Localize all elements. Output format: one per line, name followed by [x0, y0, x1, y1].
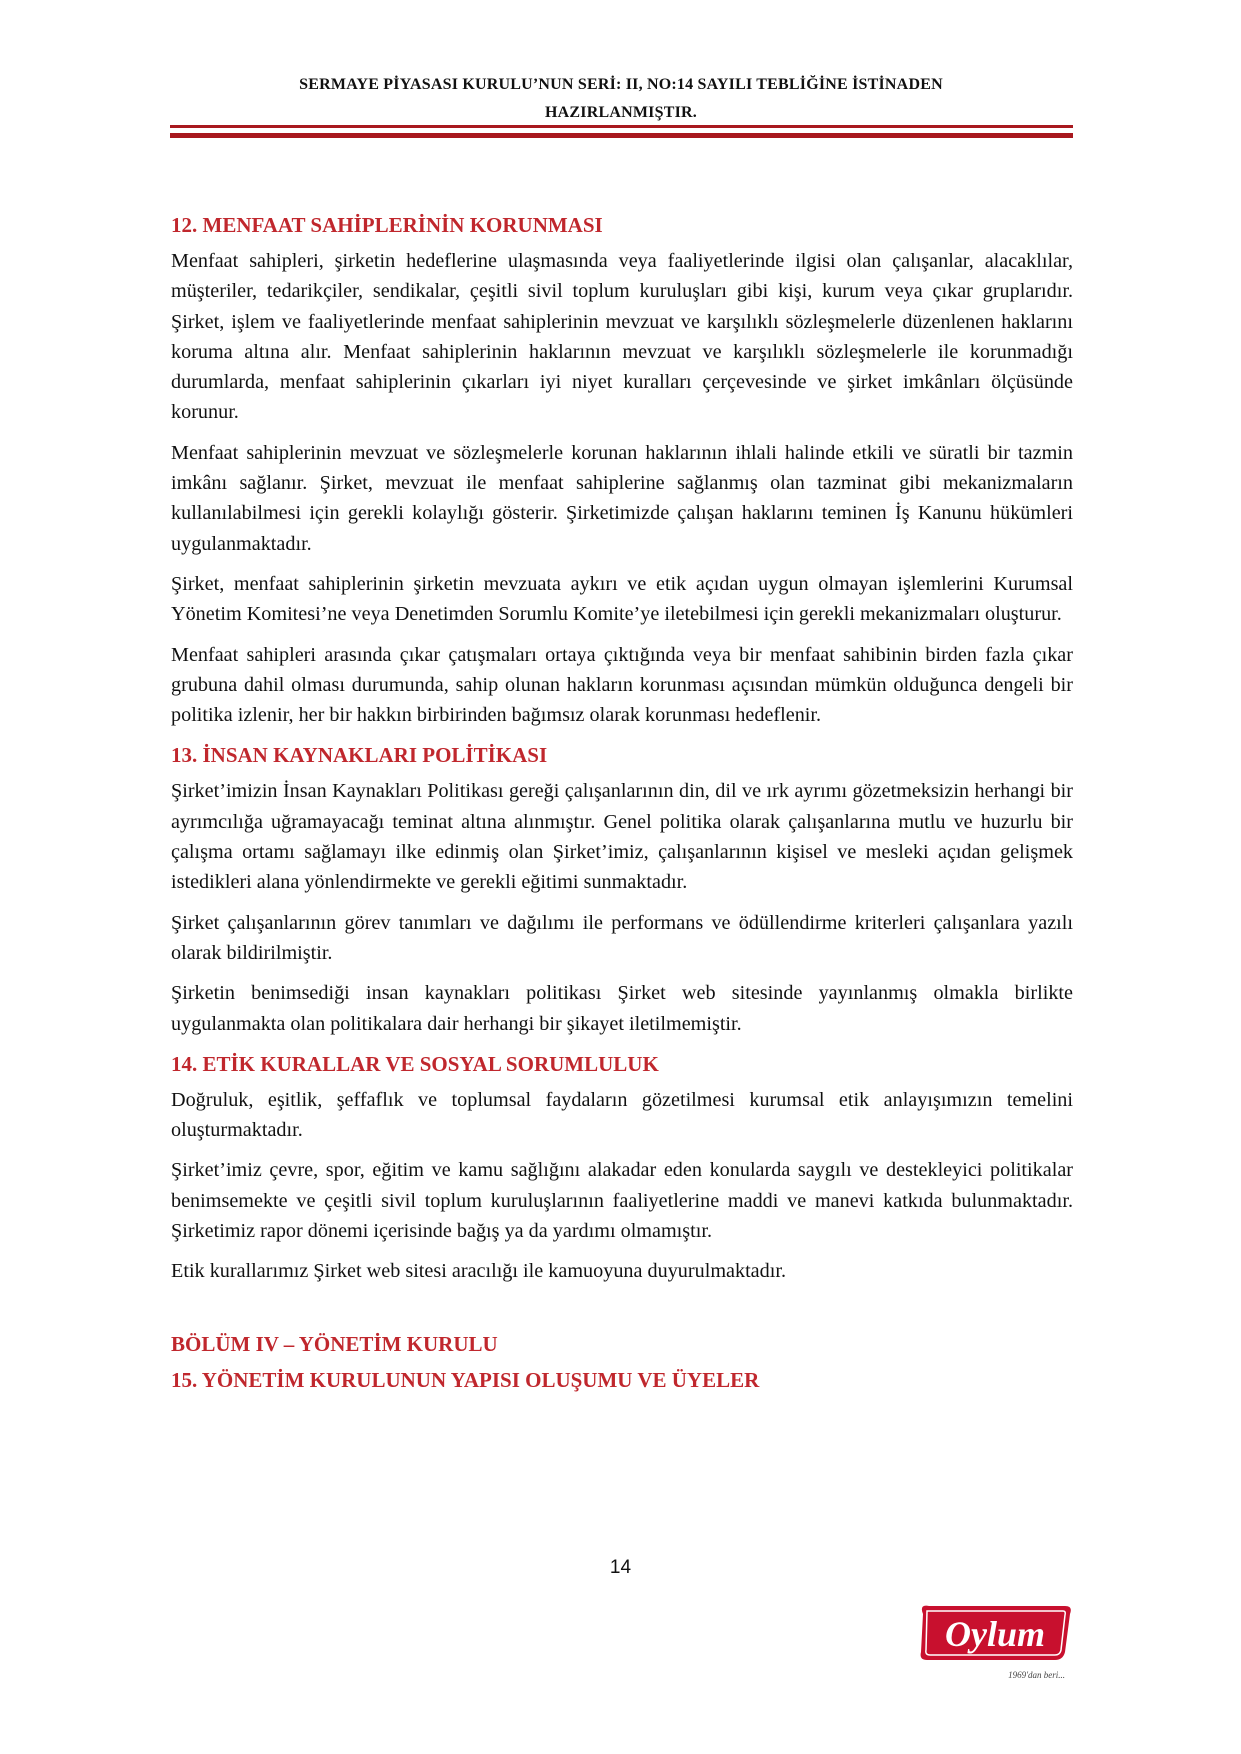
- page-number: 14: [609, 1557, 632, 1578]
- section-12-heading: 12. MENFAAT SAHİPLERİNİN KORUNMASI: [171, 213, 603, 237]
- section-13-paragraph: Şirket’imizin İnsan Kaynakları Politikası gereği çalışanlarının din, dil ve ırk ayrımı gözetmeksizin herhangi bir ayrımcılığa uğramayacağı teminat altına alınmıştır. Genel politika olarak çalışanlarına mutlu ve huzurlu bir çalışma ortamı sağlamayı ilke edinmiş olan Şirket’imiz, çalışanlarının kişisel ve mesleki açıdan gelişmek istedikleri alana yönlendirmekte ve gerekli eğitimi sunmaktadır.: [171, 780, 1073, 894]
- header-rule-thick: [170, 133, 1073, 138]
- section-14-paragraph: Doğruluk, eşitlik, şeffaflık ve toplumsal faydaların gözetilmesi kurumsal etik anlayışımızın temelini oluşturmaktadır.: [171, 1088, 1073, 1142]
- oylum-logo-mark: [921, 1606, 1071, 1660]
- oylum-logo-tagline: 1969'dan beri...: [1008, 1670, 1065, 1680]
- running-header-line-1: SERMAYE PİYASASI KURULU’NUN SERİ: II, NO:14 SAYILI TEBLİĞİNE İSTİNADEN: [299, 76, 943, 93]
- section-12-paragraph: Şirket, menfaat sahiplerinin şirketin mevzuata aykırı ve etik açıdan uygun olmayan işlemlerini Kurumsal Yönetim Komitesi’ne veya Denetimden Sorumlu Komite’ye iletebilmesi için gerekli mekanizmaları oluşturur.: [171, 572, 1073, 626]
- part-4-heading: BÖLÜM IV – YÖNETİM KURULU: [171, 1331, 498, 1356]
- header-rule-thin: [170, 125, 1073, 128]
- section-14-paragraph: Şirket’imiz çevre, spor, eğitim ve kamu sağlığını alakadar eden konularda saygılı ve destekleyici politikalar benimsemekte ve çeşitli sivil toplum kuruluşlarının faaliyetlerine maddi ve manevi katkıda bulunmaktadır. Şirketimiz rapor dönemi içerisinde bağış ya da yardımı olmamıştır.: [171, 1159, 1073, 1243]
- section-12-paragraph: Menfaat sahipleri, şirketin hedeflerine ulaşmasında veya faaliyetlerinde ilgisi olan çalışanlar, alacaklılar, müşteriler, tedarikçiler, sendikalar, çeşitli sivil toplum kuruluşları gibi kişi, kurum veya çıkar gruplarıdır. Şirket, işlem ve faaliyetlerinde menfaat sahiplerinin mevzuat ve karşılıklı sözleşmelerle düzenlenen haklarını koruma altına alır. Menfaat sahiplerinin haklarının mevzuat ve karşılıklı sözleşmelerle ile korunmadığı durumlarda, menfaat sahiplerinin çıkarları iyi niyet kuralları çerçevesinde ve şirket imkânları ölçüsünde korunur.: [171, 250, 1073, 424]
- running-header: [170, 71, 1072, 127]
- section-14-paragraph: Etik kurallarımız Şirket web sitesi aracılığı ile kamuoyuna duyurulmaktadır.: [171, 1260, 786, 1283]
- running-header-line-2: HAZIRLANMIŞTIR.: [545, 104, 697, 121]
- section-13-heading: 13. İNSAN KAYNAKLARI POLİTİKASI: [171, 743, 548, 768]
- section-13-paragraph: Şirketin benimsediği insan kaynakları politikası Şirket web sitesinde yayınlanmış olmakla birlikte uygulanmakta olan politikalara dair herhangi bir şikayet iletilmemiştir.: [171, 982, 1073, 1035]
- document-body: [171, 210, 1073, 1401]
- section-14-heading: 14. ETİK KURALLAR VE SOSYAL SORUMLULUK: [171, 1051, 659, 1076]
- section-13-paragraph: Şirket çalışanlarının görev tanımları ve dağılımı ile performans ve ödüllendirme kriterleri çalışanlara yazılı olarak bildirilmiştir.: [171, 911, 1073, 964]
- oylum-logo: [915, 1600, 1075, 1688]
- section-12-paragraph: Menfaat sahipleri arasında çıkar çatışmaları ortaya çıktığında veya bir menfaat sahibinin birden fazla çıkar grubuna dahil olması durumunda, sahip olunan hakların korunması açısından mümkün olduğunca dengeli bir politika izlenir, her bir hakkın birbirinden bağımsız olarak korunması hedeflenir.: [171, 643, 1073, 727]
- oylum-logo-text: Oylum: [944, 1614, 1046, 1654]
- section-12-paragraph: Menfaat sahiplerinin mevzuat ve sözleşmelerle korunan haklarının ihlali halinde etkili ve süratli bir tazmin imkânı sağlanır. Şirket, mevzuat ile menfaat sahiplerine sağlanmış olan tazminat gibi mekanizmaların kullanılabilmesi için gerekli kolaylığı gösterir. Şirketimizde çalışan haklarını teminen İş Kanunu hükümleri uygulanmaktadır.: [171, 441, 1073, 555]
- section-15-heading: 15. YÖNETİM KURULUNUN YAPISI OLUŞUMU VE ÜYELER: [171, 1367, 760, 1392]
